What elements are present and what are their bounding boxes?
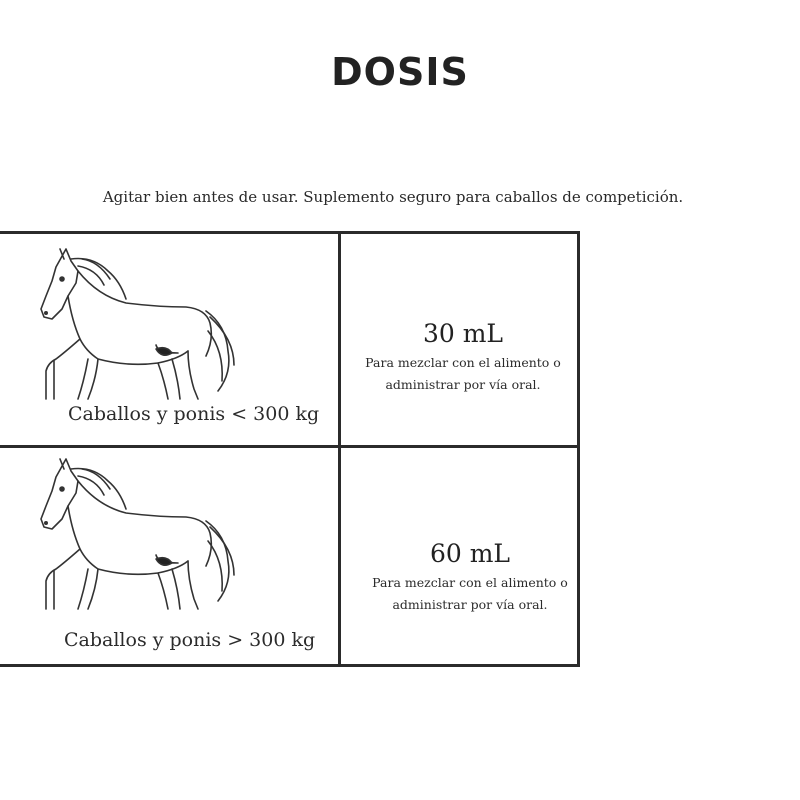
horse-icon	[38, 451, 238, 616]
table-center-rule	[338, 231, 341, 667]
dosage-table	[0, 231, 580, 666]
row-label: Caballos y ponis < 300 kg	[68, 403, 320, 425]
dose-note-line1: Para mezclar con el alimento o	[365, 355, 561, 370]
dose-block	[343, 319, 583, 396]
dose-note-line1: Para mezclar con el alimento o	[372, 575, 568, 590]
table-top-rule	[0, 231, 580, 234]
row-label: Caballos y ponis > 300 kg	[64, 629, 316, 651]
dose-note-line2: administrar por vía oral.	[392, 597, 548, 612]
dose-note-line2: administrar por vía oral.	[385, 377, 541, 392]
dose-amount: 60 mL	[429, 539, 511, 568]
page-subtitle: Agitar bien antes de usar. Suplemento seguro para caballos de competición.	[102, 188, 684, 206]
dose-block	[350, 539, 590, 616]
dose-amount: 30 mL	[422, 319, 504, 348]
table-middle-rule	[0, 445, 580, 448]
horse-icon	[38, 241, 238, 406]
page-title: DOSIS	[331, 50, 469, 94]
table-bottom-rule	[0, 664, 580, 667]
